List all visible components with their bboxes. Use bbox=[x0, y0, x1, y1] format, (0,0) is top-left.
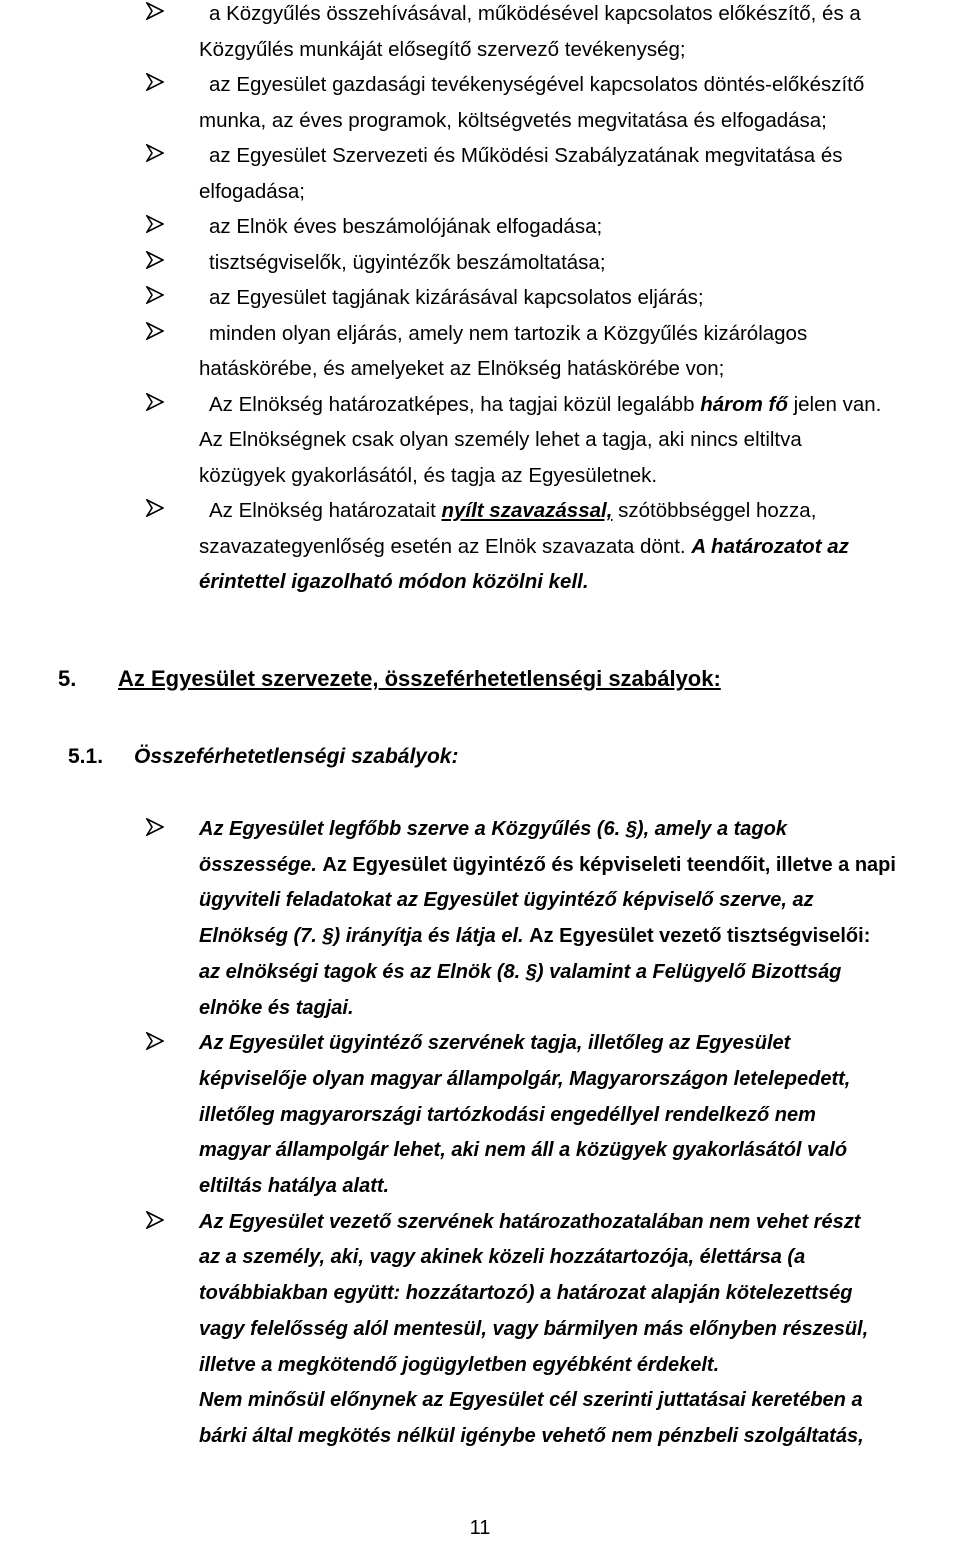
item-line: Az Egyesület vezető szervének határozathozatalában nem vehet részt bbox=[199, 1210, 861, 1233]
item-line: az Egyesület Szervezeti és Működési Szabályzatának megvitatása és bbox=[209, 144, 843, 167]
item-text: Elnökség (7. §) irányítja és látja el. bbox=[199, 925, 530, 948]
item-line: a Közgyűlés összehívásával, működésével kapcsolatos előkészítő, és a bbox=[209, 2, 861, 25]
item-line: az elnökségi tagok és az Elnök (8. §) valamint a Felügyelő Bizottság bbox=[199, 960, 842, 983]
item-emphasis: nyílt szavazással, bbox=[441, 499, 613, 522]
item-line: eltiltás hatálya alatt. bbox=[199, 1175, 390, 1198]
bullet-list-elnokseg bbox=[0, 0, 960, 600]
list-item bbox=[0, 67, 960, 138]
item-line: továbbiakban együtt: hozzátartozó) a határozat alapján kötelezettség bbox=[199, 1282, 853, 1305]
arrowhead-bullet-icon bbox=[146, 1032, 164, 1050]
item-line: képviselője olyan magyar állampolgár, Magyarországon letelepedett, bbox=[199, 1067, 851, 1090]
item-text: szavazategyenlőség esetén az Elnök szavazata dönt. bbox=[199, 534, 692, 558]
item-emphasis: érintettel igazolható módon közölni kell. bbox=[199, 570, 589, 593]
item-line: illetőleg magyarországi tartózkodási engedéllyel rendelkező nem bbox=[199, 1103, 816, 1126]
item-line: illetve a megkötendő jogügyletben egyébként érdekelt. bbox=[199, 1353, 720, 1376]
item-emphasis: A határozatot az bbox=[691, 534, 849, 558]
section-number: 5. bbox=[58, 666, 77, 691]
list-item bbox=[0, 138, 960, 209]
arrowhead-bullet-icon bbox=[146, 73, 164, 91]
list-item bbox=[0, 1205, 960, 1455]
page-number: 11 bbox=[469, 1517, 491, 1539]
arrowhead-bullet-icon bbox=[146, 2, 164, 20]
list-item bbox=[0, 812, 960, 1026]
item-line: az Egyesület gazdasági tevékenységével kapcsolatos döntés-előkészítő bbox=[209, 73, 865, 96]
item-line: tisztségviselők, ügyintézők beszámoltatása; bbox=[209, 250, 606, 274]
item-text: összessége. bbox=[199, 853, 323, 876]
item-text: Az Elnökség határozatait bbox=[209, 499, 442, 522]
list-item bbox=[0, 387, 960, 494]
item-line: magyar állampolgár lehet, aki nem áll a közügyek gyakorlásától való bbox=[199, 1139, 848, 1162]
item-line: munka, az éves programok, költségvetés megvitatása és elfogadása; bbox=[199, 108, 827, 132]
arrowhead-bullet-icon bbox=[146, 251, 164, 269]
item-line: közügyek gyakorlásától, és tagja az Egyesületnek. bbox=[199, 463, 658, 487]
subsection-number: 5.1. bbox=[68, 745, 104, 768]
item-line: az Egyesület tagjának kizárásával kapcsolatos eljárás; bbox=[209, 286, 704, 309]
arrowhead-bullet-icon bbox=[146, 215, 164, 233]
arrowhead-bullet-icon bbox=[146, 1211, 164, 1229]
subsection-title: Összeférhetetlenségi szabályok: bbox=[134, 745, 459, 768]
section-heading bbox=[58, 664, 721, 694]
arrowhead-bullet-icon bbox=[146, 322, 164, 340]
item-text: Az Elnökség határozatképes, ha tagjai közül legalább bbox=[209, 392, 701, 416]
item-emphasis: három fő bbox=[700, 392, 788, 416]
item-line: Az Egyesület ügyintéző szervének tagja, illetőleg az Egyesület bbox=[199, 1032, 791, 1055]
list-item bbox=[0, 245, 960, 281]
item-line: Közgyűlés munkáját elősegítő szervező tevékenység; bbox=[199, 37, 686, 61]
item-line: elnöke és tagjai. bbox=[199, 996, 354, 1019]
section-title: Az Egyesület szervezete, összeférhetetlenségi szabályok: bbox=[118, 666, 721, 691]
arrowhead-bullet-icon bbox=[146, 499, 164, 517]
arrowhead-bullet-icon bbox=[146, 144, 164, 162]
arrowhead-bullet-icon bbox=[146, 286, 164, 304]
list-item bbox=[0, 280, 960, 316]
item-line: ügyviteli feladatokat az Egyesület ügyintéző képviselő szerve, az bbox=[199, 889, 814, 912]
item-line: minden olyan eljárás, amely nem tartozik a Közgyűlés kizárólagos bbox=[209, 321, 808, 345]
list-item bbox=[0, 493, 960, 600]
list-item bbox=[0, 209, 960, 245]
item-text: Az Egyesület vezető tisztségviselői: bbox=[529, 925, 871, 948]
item-text: szótöbbséggel hozza, bbox=[612, 499, 817, 522]
item-line: Az Egyesület legfőbb szerve a Közgyűlés (6. §), amely a tagok bbox=[199, 818, 787, 840]
item-line: Nem minősül előnynek az Egyesület cél szerinti juttatásai keretében a bbox=[199, 1389, 863, 1412]
item-line: hatáskörébe, és amelyeket az Elnökség hatáskörébe von; bbox=[199, 357, 725, 380]
item-line: Az Elnökségnek csak olyan személy lehet a tagja, aki nincs eltiltva bbox=[199, 428, 802, 451]
subsection-heading bbox=[68, 742, 458, 772]
bullet-list-osszeferhetetlenseg bbox=[0, 812, 960, 1455]
item-line: vagy felelősség alól mentesül, vagy bármilyen más előnyben részesül, bbox=[199, 1317, 869, 1340]
arrowhead-bullet-icon bbox=[146, 818, 164, 836]
item-line: bárki által megkötés nélkül igénybe vehető nem pénzbeli szolgáltatás, bbox=[199, 1424, 864, 1447]
item-line: az a személy, aki, vagy akinek közeli hozzátartozója, élettársa (a bbox=[199, 1246, 806, 1269]
list-item bbox=[0, 0, 960, 67]
item-line: az Elnök éves beszámolójának elfogadása; bbox=[209, 215, 603, 238]
arrowhead-bullet-icon bbox=[146, 393, 164, 411]
list-item bbox=[0, 316, 960, 387]
item-text: jelen van. bbox=[787, 392, 882, 416]
item-text: Az Egyesület ügyintéző és képviseleti teendőit, illetve a napi bbox=[322, 853, 896, 876]
item-line: elfogadása; bbox=[199, 179, 306, 203]
list-item bbox=[0, 1026, 960, 1205]
